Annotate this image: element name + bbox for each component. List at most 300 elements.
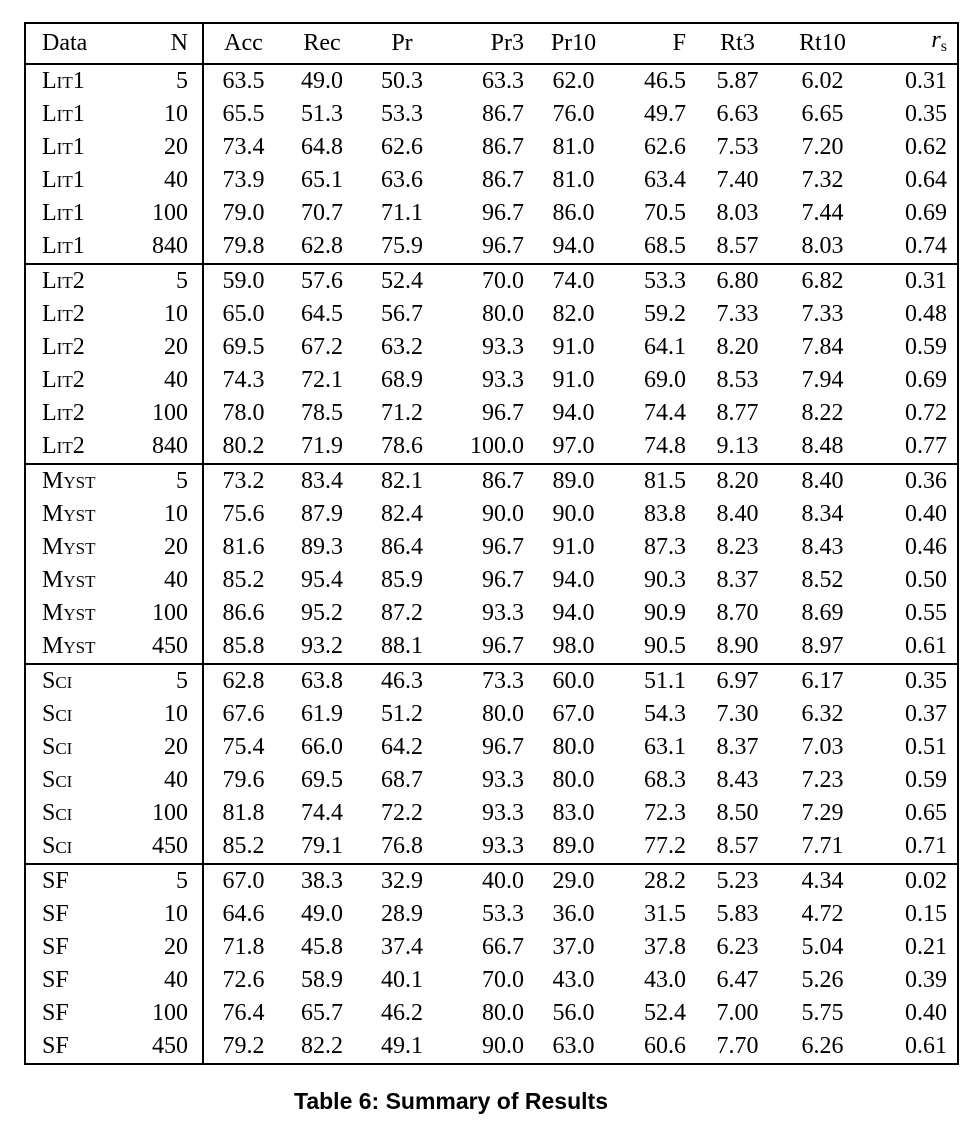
header-acc: Acc <box>224 30 263 56</box>
cell-rt3: 8.50 <box>716 800 759 826</box>
cell-f: 69.0 <box>644 367 686 393</box>
cell-rt3: 8.43 <box>716 767 759 793</box>
cell-dataset: Myst <box>42 600 96 626</box>
cell-pr: 62.6 <box>381 134 423 160</box>
cell-dataset: Sci <box>42 668 73 694</box>
cell-acc: 79.0 <box>222 200 265 226</box>
cell-rt10: 8.43 <box>801 534 844 560</box>
cell-rec: 51.3 <box>301 101 343 127</box>
cell-f: 63.1 <box>644 734 686 760</box>
cell-rt3: 5.87 <box>716 68 759 94</box>
cell-f: 54.3 <box>644 701 686 727</box>
cell-pr3: 93.3 <box>482 833 524 859</box>
cell-rs: 0.77 <box>905 433 947 459</box>
cell-pr3: 93.3 <box>482 367 524 393</box>
cell-acc: 67.6 <box>222 701 265 727</box>
cell-pr: 28.9 <box>381 901 423 927</box>
cell-dataset: Lit1 <box>42 134 85 160</box>
cell-n: 40 <box>145 764 203 797</box>
cell-rt10: 6.32 <box>801 701 844 727</box>
cell-acc: 69.5 <box>222 334 265 360</box>
cell-pr3: 70.0 <box>482 967 524 993</box>
cell-pr3: 90.0 <box>482 501 524 527</box>
cell-pr3: 66.7 <box>482 934 524 960</box>
cell-acc: 85.2 <box>222 833 265 859</box>
cell-pr3: 80.0 <box>482 301 524 327</box>
cell-rt3: 6.47 <box>716 967 759 993</box>
table-row <box>25 397 958 430</box>
cell-pr10: 94.0 <box>552 600 595 626</box>
table-row <box>25 498 958 531</box>
cell-rs: 0.31 <box>905 268 947 294</box>
cell-pr10: 74.0 <box>552 268 595 294</box>
cell-rs: 0.71 <box>905 833 947 859</box>
cell-rt10: 7.33 <box>801 301 844 327</box>
cell-rs: 0.40 <box>905 1000 947 1026</box>
cell-pr10: 60.0 <box>552 668 595 694</box>
cell-rt3: 8.37 <box>716 734 759 760</box>
cell-rec: 78.5 <box>301 400 343 426</box>
cell-f: 43.0 <box>644 967 686 993</box>
header-rt3: Rt3 <box>720 30 755 56</box>
cell-f: 77.2 <box>644 833 686 859</box>
cell-pr10: 80.0 <box>552 734 595 760</box>
cell-n: 450 <box>145 830 203 864</box>
cell-pr3: 86.7 <box>482 468 524 494</box>
cell-pr: 46.2 <box>381 1000 423 1026</box>
cell-pr: 49.1 <box>381 1033 423 1059</box>
cell-f: 90.5 <box>644 633 686 659</box>
dataset-group <box>25 464 958 664</box>
cell-n: 100 <box>145 597 203 630</box>
cell-rt10: 8.69 <box>801 600 844 626</box>
header-rs <box>866 23 958 64</box>
cell-dataset: SF <box>42 901 69 927</box>
cell-rs: 0.59 <box>905 334 947 360</box>
cell-pr: 76.8 <box>381 833 423 859</box>
cell-f: 46.5 <box>644 68 686 94</box>
table-row <box>25 464 958 498</box>
cell-pr10: 91.0 <box>552 367 595 393</box>
cell-n: 40 <box>145 564 203 597</box>
cell-pr10: 76.0 <box>552 101 595 127</box>
cell-pr: 52.4 <box>381 268 423 294</box>
cell-rt10: 6.65 <box>801 101 844 127</box>
cell-acc: 81.6 <box>222 534 265 560</box>
cell-rt10: 5.04 <box>801 934 844 960</box>
cell-dataset: Lit1 <box>42 167 85 193</box>
cell-dataset: SF <box>42 967 69 993</box>
cell-rt10: 4.34 <box>801 868 844 894</box>
cell-rs: 0.39 <box>905 967 947 993</box>
cell-acc: 79.8 <box>222 233 265 259</box>
cell-f: 53.3 <box>644 268 686 294</box>
cell-f: 90.9 <box>644 600 686 626</box>
cell-n: 5 <box>145 664 203 698</box>
cell-f: 31.5 <box>644 901 686 927</box>
cell-rt10: 6.17 <box>801 668 844 694</box>
cell-pr3: 96.7 <box>482 534 524 560</box>
cell-rt3: 8.77 <box>716 400 759 426</box>
table-row <box>25 230 958 264</box>
cell-rec: 67.2 <box>301 334 343 360</box>
cell-rt10: 7.20 <box>801 134 844 160</box>
cell-pr: 71.2 <box>381 400 423 426</box>
cell-rec: 70.7 <box>301 200 343 226</box>
cell-n: 10 <box>145 698 203 731</box>
cell-acc: 72.6 <box>222 967 265 993</box>
cell-n: 40 <box>145 164 203 197</box>
cell-rs: 0.35 <box>905 101 947 127</box>
cell-rs: 0.61 <box>905 633 947 659</box>
table-row <box>25 997 958 1030</box>
cell-rec: 57.6 <box>301 268 343 294</box>
cell-dataset: Lit2 <box>42 334 85 360</box>
cell-n: 5 <box>145 64 203 98</box>
cell-rt10: 8.48 <box>801 433 844 459</box>
cell-rt10: 8.40 <box>801 468 844 494</box>
cell-acc: 67.0 <box>222 868 265 894</box>
cell-pr10: 91.0 <box>552 334 595 360</box>
results-table <box>24 22 959 1065</box>
cell-rt3: 8.40 <box>716 501 759 527</box>
cell-f: 64.1 <box>644 334 686 360</box>
cell-rec: 74.4 <box>301 800 343 826</box>
cell-pr: 63.6 <box>381 167 423 193</box>
cell-rt3: 8.20 <box>716 334 759 360</box>
table-row <box>25 264 958 298</box>
table-row <box>25 830 958 864</box>
cell-f: 74.4 <box>644 400 686 426</box>
cell-rec: 49.0 <box>301 901 343 927</box>
cell-acc: 71.8 <box>222 934 265 960</box>
cell-n: 10 <box>145 498 203 531</box>
cell-f: 72.3 <box>644 800 686 826</box>
cell-rec: 61.9 <box>301 701 343 727</box>
cell-pr10: 90.0 <box>552 501 595 527</box>
cell-pr: 87.2 <box>381 600 423 626</box>
cell-rec: 69.5 <box>301 767 343 793</box>
cell-n: 100 <box>145 197 203 230</box>
cell-acc: 73.4 <box>222 134 265 160</box>
cell-rt10: 8.52 <box>801 567 844 593</box>
dataset-group <box>25 664 958 864</box>
cell-rs: 0.46 <box>905 534 947 560</box>
cell-pr3: 96.7 <box>482 200 524 226</box>
cell-dataset: Myst <box>42 633 96 659</box>
cell-rt10: 6.82 <box>801 268 844 294</box>
cell-pr3: 96.7 <box>482 400 524 426</box>
cell-acc: 75.4 <box>222 734 265 760</box>
cell-rs: 0.74 <box>905 233 947 259</box>
cell-rt10: 7.03 <box>801 734 844 760</box>
cell-rs: 0.65 <box>905 800 947 826</box>
cell-pr3: 70.0 <box>482 268 524 294</box>
cell-rt10: 7.44 <box>801 200 844 226</box>
table-row <box>25 364 958 397</box>
cell-f: 87.3 <box>644 534 686 560</box>
cell-rec: 95.2 <box>301 600 343 626</box>
cell-dataset: Myst <box>42 468 96 494</box>
cell-rt3: 6.23 <box>716 934 759 960</box>
header-row <box>25 23 958 64</box>
header-rs-base: r <box>931 27 941 53</box>
table-row <box>25 698 958 731</box>
cell-rec: 64.5 <box>301 301 343 327</box>
cell-pr10: 83.0 <box>552 800 595 826</box>
cell-rs: 0.40 <box>905 501 947 527</box>
cell-dataset: SF <box>42 1033 69 1059</box>
cell-pr: 68.9 <box>381 367 423 393</box>
cell-rec: 89.3 <box>301 534 343 560</box>
cell-pr3: 73.3 <box>482 668 524 694</box>
cell-pr10: 29.0 <box>552 868 595 894</box>
cell-rec: 83.4 <box>301 468 343 494</box>
cell-rt3: 8.20 <box>716 468 759 494</box>
cell-n: 10 <box>145 98 203 131</box>
cell-pr: 63.2 <box>381 334 423 360</box>
cell-rec: 72.1 <box>301 367 343 393</box>
cell-pr10: 63.0 <box>552 1033 595 1059</box>
cell-acc: 78.0 <box>222 400 265 426</box>
cell-n: 10 <box>145 298 203 331</box>
cell-n: 840 <box>145 230 203 264</box>
cell-acc: 76.4 <box>222 1000 265 1026</box>
cell-dataset: SF <box>42 868 69 894</box>
cell-rec: 82.2 <box>301 1033 343 1059</box>
cell-rs: 0.69 <box>905 367 947 393</box>
cell-dataset: Lit1 <box>42 101 85 127</box>
cell-f: 68.3 <box>644 767 686 793</box>
table-header <box>25 23 958 64</box>
cell-rec: 79.1 <box>301 833 343 859</box>
cell-dataset: SF <box>42 1000 69 1026</box>
table-row <box>25 964 958 997</box>
cell-rt3: 6.97 <box>716 668 759 694</box>
cell-dataset: Sci <box>42 767 73 793</box>
cell-acc: 73.9 <box>222 167 265 193</box>
cell-n: 450 <box>145 1030 203 1064</box>
cell-dataset: Sci <box>42 701 73 727</box>
cell-acc: 86.6 <box>222 600 265 626</box>
table-row <box>25 1030 958 1064</box>
cell-pr3: 80.0 <box>482 701 524 727</box>
cell-n: 40 <box>145 364 203 397</box>
cell-pr3: 93.3 <box>482 334 524 360</box>
table-row <box>25 64 958 98</box>
cell-rs: 0.02 <box>905 868 947 894</box>
cell-f: 74.8 <box>644 433 686 459</box>
cell-pr3: 96.7 <box>482 567 524 593</box>
cell-rt10: 5.26 <box>801 967 844 993</box>
table-row <box>25 430 958 464</box>
cell-dataset: Lit2 <box>42 367 85 393</box>
cell-pr: 46.3 <box>381 668 423 694</box>
header-data: Data <box>42 30 88 56</box>
cell-rt10: 7.23 <box>801 767 844 793</box>
cell-pr: 51.2 <box>381 701 423 727</box>
cell-acc: 65.0 <box>222 301 265 327</box>
cell-acc: 75.6 <box>222 501 265 527</box>
cell-n: 100 <box>145 997 203 1030</box>
cell-n: 40 <box>145 964 203 997</box>
cell-pr: 68.7 <box>381 767 423 793</box>
cell-rt3: 8.37 <box>716 567 759 593</box>
cell-rt3: 8.57 <box>716 233 759 259</box>
cell-dataset: Lit2 <box>42 301 85 327</box>
header-pr10: Pr10 <box>550 30 597 56</box>
cell-pr10: 94.0 <box>552 567 595 593</box>
cell-rs: 0.62 <box>905 134 947 160</box>
dataset-group <box>25 264 958 464</box>
cell-rs: 0.51 <box>905 734 947 760</box>
cell-f: 83.8 <box>644 501 686 527</box>
cell-rt10: 7.71 <box>801 833 844 859</box>
cell-n: 840 <box>145 430 203 464</box>
cell-pr: 82.1 <box>381 468 423 494</box>
cell-pr: 78.6 <box>381 433 423 459</box>
cell-pr10: 89.0 <box>552 833 595 859</box>
cell-pr: 32.9 <box>381 868 423 894</box>
dataset-group <box>25 64 958 264</box>
cell-acc: 74.3 <box>222 367 265 393</box>
table-row <box>25 531 958 564</box>
cell-rt10: 8.03 <box>801 233 844 259</box>
cell-pr: 37.4 <box>381 934 423 960</box>
cell-acc: 80.2 <box>222 433 265 459</box>
cell-rt3: 7.70 <box>716 1033 759 1059</box>
cell-rt3: 7.53 <box>716 134 759 160</box>
cell-pr3: 86.7 <box>482 101 524 127</box>
cell-pr10: 86.0 <box>552 200 595 226</box>
cell-dataset: Myst <box>42 567 96 593</box>
table-row <box>25 331 958 364</box>
cell-acc: 81.8 <box>222 800 265 826</box>
cell-pr10: 98.0 <box>552 633 595 659</box>
cell-n: 10 <box>145 898 203 931</box>
cell-pr10: 94.0 <box>552 400 595 426</box>
cell-rt10: 6.02 <box>801 68 844 94</box>
cell-dataset: Lit1 <box>42 200 85 226</box>
cell-rec: 49.0 <box>301 68 343 94</box>
header-rt10: Rt10 <box>799 30 846 56</box>
cell-rt3: 8.23 <box>716 534 759 560</box>
cell-pr3: 86.7 <box>482 134 524 160</box>
cell-rs: 0.69 <box>905 200 947 226</box>
cell-rec: 62.8 <box>301 233 343 259</box>
cell-pr: 71.1 <box>381 200 423 226</box>
cell-n: 20 <box>145 131 203 164</box>
cell-rt10: 8.22 <box>801 400 844 426</box>
cell-rt3: 5.83 <box>716 901 759 927</box>
table-row <box>25 898 958 931</box>
cell-pr: 40.1 <box>381 967 423 993</box>
table-row <box>25 98 958 131</box>
cell-pr3: 80.0 <box>482 1000 524 1026</box>
header-rs-sub: s <box>940 38 947 55</box>
header-n: N <box>145 23 203 64</box>
cell-rs: 0.64 <box>905 167 947 193</box>
cell-rt10: 8.34 <box>801 501 844 527</box>
cell-pr10: 97.0 <box>552 433 595 459</box>
cell-pr10: 43.0 <box>552 967 595 993</box>
cell-rs: 0.31 <box>905 68 947 94</box>
table-row <box>25 298 958 331</box>
cell-rec: 66.0 <box>301 734 343 760</box>
cell-rec: 63.8 <box>301 668 343 694</box>
cell-pr: 56.7 <box>381 301 423 327</box>
table-row <box>25 864 958 898</box>
cell-rec: 64.8 <box>301 134 343 160</box>
cell-rec: 65.1 <box>301 167 343 193</box>
cell-dataset: Lit2 <box>42 400 85 426</box>
cell-pr3: 93.3 <box>482 767 524 793</box>
cell-pr: 85.9 <box>381 567 423 593</box>
cell-n: 450 <box>145 630 203 664</box>
cell-rt10: 7.94 <box>801 367 844 393</box>
cell-pr3: 96.7 <box>482 633 524 659</box>
table-row <box>25 797 958 830</box>
cell-f: 28.2 <box>644 868 686 894</box>
cell-dataset: Lit2 <box>42 268 85 294</box>
cell-dataset: Myst <box>42 501 96 527</box>
cell-rt3: 6.80 <box>716 268 759 294</box>
cell-acc: 63.5 <box>222 68 265 94</box>
table-row <box>25 597 958 630</box>
cell-pr: 75.9 <box>381 233 423 259</box>
cell-n: 5 <box>145 864 203 898</box>
cell-rec: 95.4 <box>301 567 343 593</box>
cell-dataset: Lit2 <box>42 433 85 459</box>
cell-n: 20 <box>145 931 203 964</box>
cell-rs: 0.21 <box>905 934 947 960</box>
cell-acc: 85.8 <box>222 633 265 659</box>
cell-rs: 0.48 <box>905 301 947 327</box>
cell-f: 68.5 <box>644 233 686 259</box>
cell-n: 20 <box>145 531 203 564</box>
cell-f: 62.6 <box>644 134 686 160</box>
table-caption: Table 6: Summary of Results <box>294 1088 608 1114</box>
cell-dataset: Sci <box>42 833 73 859</box>
cell-pr3: 100.0 <box>470 433 524 459</box>
header-rec: Rec <box>303 30 341 56</box>
cell-f: 60.6 <box>644 1033 686 1059</box>
cell-f: 81.5 <box>644 468 686 494</box>
cell-pr10: 81.0 <box>552 167 595 193</box>
cell-n: 5 <box>145 464 203 498</box>
cell-pr: 86.4 <box>381 534 423 560</box>
cell-pr3: 40.0 <box>482 868 524 894</box>
cell-rec: 71.9 <box>301 433 343 459</box>
cell-n: 5 <box>145 264 203 298</box>
cell-pr3: 93.3 <box>482 600 524 626</box>
table-row <box>25 564 958 597</box>
cell-pr: 88.1 <box>381 633 423 659</box>
cell-acc: 64.6 <box>222 901 265 927</box>
table-row <box>25 131 958 164</box>
cell-rs: 0.72 <box>905 400 947 426</box>
cell-pr: 64.2 <box>381 734 423 760</box>
cell-n: 100 <box>145 397 203 430</box>
cell-rt3: 8.57 <box>716 833 759 859</box>
cell-f: 59.2 <box>644 301 686 327</box>
table-row <box>25 197 958 230</box>
cell-dataset: Sci <box>42 800 73 826</box>
cell-f: 51.1 <box>644 668 686 694</box>
cell-rt10: 4.72 <box>801 901 844 927</box>
cell-rs: 0.37 <box>905 701 947 727</box>
cell-f: 63.4 <box>644 167 686 193</box>
